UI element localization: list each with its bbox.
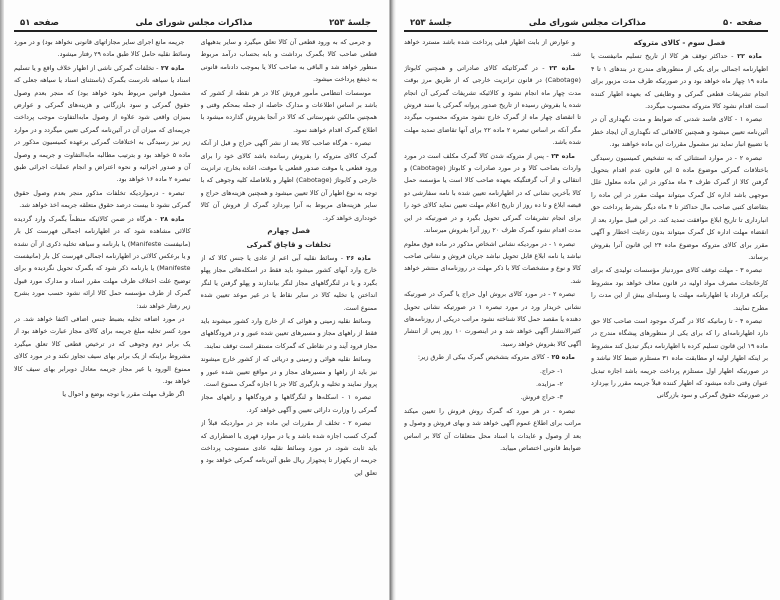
article-paragraph xyxy=(14,213,191,312)
column-left xyxy=(404,36,581,596)
column-right xyxy=(591,36,768,596)
article-label: ماده ۲۶ xyxy=(343,253,371,262)
article-label: ماده ۲۴ xyxy=(548,151,575,160)
page-header xyxy=(14,18,377,32)
section-heading: تخلفات و قاچاق گمرکی xyxy=(246,239,331,249)
article-paragraph xyxy=(591,50,768,112)
article-label: ماده ۲۷ xyxy=(158,63,185,72)
page-number: صفحه ۵۱ xyxy=(20,18,59,28)
paragraph: و عوارض از بابت اظهار قبلی پرداخت شده باشد مسترد خواهد شد. xyxy=(404,38,581,59)
page-50 xyxy=(390,0,780,600)
article-text: - هرگاه در ضمن کالائیکه منظماً بگمرک وارد گردیده کالائی مشاهده شود که در اظهارنامه اجمالی فهرست کل بار (مانیفست Manifeste) یا بارنامه و سیاهه تخلیه ذکری از آن نشده و یا برعکس کالائی در اظهارنامه اجمالی فهرست کل بار (مانیفست Manifeste) یا بارنامه ذکر شود که بگمرک تحویل نگردیده و برای توضیح علت اختلاف ظرف مهلت مقرر اسناد و مدارک مورد قبول گمرک از طرف مؤسسه حمل کالا ارائه نشود حسب مورد بشرح زیر رفتار خواهد شد: xyxy=(14,214,191,310)
paragraph: تبصره ۳ - مهلت توقف کالای موردنیاز مؤسسات تولیدی که برای کارخانجات مصرف مواد اولیه در قانون معاف خواهد بود مشروط برآنکه قرارداد یا اظهارنامه مهلت یا وسیله‌ای بیش از این مدت را مطرح نمایند. xyxy=(591,266,768,312)
session-number: جلسهٔ ۲۵۳ xyxy=(329,18,371,28)
paragraph: تبصره ۱ - در موردیکه نشانی اشخاص مذکور در ماده فوق معلوم نباشد یا نامه ابلاغ قابل تحویل نباشد جریان فروش و نشانی صاحب کالا و نوع و مشخصات کالا با ذکر مهلت در روزنامه‌ای منتشر خواهد شد. xyxy=(404,239,581,285)
page-header xyxy=(404,18,768,32)
article-paragraph xyxy=(201,252,378,314)
article-text: - حداکثر توقف هر کالا از تاریخ تسلیم مانیفست یا اظهارنامه اجمالی برای یکی از منظورهای مندرج در بندهای ۱ تا ۴ ماده ۱۹ چهار ماه خواهد بود و در صورتیکه ظرف مدت مزبور برای انجام تشریفات قطعی گمرکی و وظایفی که بعهده اظهار کننده است اقدام نشود کالا متروکه محسوب میگردد. xyxy=(591,52,768,111)
text-columns xyxy=(14,36,377,596)
column-right xyxy=(201,36,378,596)
paragraph: تبصره ۲ - تخلف از مقررات این ماده جز در مواردیکه قبلاً از گمرک کسب اجازه شده باشد و یا در موارد قهری یا اضطراری که باید ثابت شود، در مورد وسائط نقلیه عادی مستوجب پرداخت جریمه از یکهزار تا پنجهزار ریال طبق آئین‌نامه گمرکی خواهد بود و تعلق این xyxy=(200,419,377,477)
article-paragraph xyxy=(14,62,191,186)
paragraph: وسائط نقلیه هوائی و زمینی و دریائی که از کشور خارج میشوند نیز باید از راهها و مسیرهای مجاز و در مواقع تعیین شده عبور و پرواز نمایند و تخلیه و بارگیری کالا جز با اجازه گمرک ممنوع است. xyxy=(200,355,377,388)
paragraph: تبصره ۲ - در موارد استثنائی که به تشخیص کمیسیون رسیدگی باختلافات گمرکی موضوع ماده ۵ این قانون عدم اقدام بتحویل گرفتن کالا از گمرک ظرف ۴ ماه مذکور در این ماده معلول علل موجهی باشد اداره کل گمرک میتواند مهلت مقرر در این ماده را بتقاضای کتبی صاحب مال حداکثر تا ۴ ماه دیگر بشرط پرداخت حق انبارداری تا تاریخ ابلاغ موافقت تمدید کند. در این قبیل موارد بعد از انقضاء مهلت اداره کل گمرک میتواند بدون رعایت اخطار و آگهی مقرر برای کالای متروکه موضوع ماده ۲۴ این قانون آنرا بفروش برساند. xyxy=(591,153,768,261)
article-text: - کالای متروکه بتشخیص گمرک بیکی از طرق زیر: xyxy=(417,353,550,362)
article-paragraph xyxy=(404,351,581,363)
article-label: ماده ۲۸ xyxy=(157,214,185,223)
paragraph: اگر ظرف مهلت مقرر با توجه بوضع و احوال یا xyxy=(62,390,185,399)
list-item: ۱- حراج. xyxy=(539,366,563,375)
page-number: صفحه ۵۰ xyxy=(723,18,762,28)
running-title: مذاکرات مجلس شورای ملی xyxy=(135,18,253,28)
article-label: ماده ۲۳ xyxy=(544,63,575,72)
paragraph: تبصره ۱ - کالای فاسد شدنی که ضوابط و مدت نگهداری آن در آئین‌نامه تعیین میشود و همچنین کالاهائی که نگهداری آن ایجاد خطر یا تضییع انبار نماید نیز مشمول مقررات این ماده خواهند بود. xyxy=(591,115,768,149)
paragraph: جریمه مانع اجرای سایر مجازاتهای قانونی نخواهد بود) و در مورد وسائط نقلیه حامل کالا طبق ماده ۲۹ رفتار میشود. xyxy=(14,38,191,59)
article-text: - پس از متروکه شدن کالا گمرک مکلف است در مورد واردات بصاحب کالا و در مورد صادرات و کابوتاژ (Cabotage) و انتقالی و از آب گرفتگیکه بعهده صاحب کالا است یا مؤسسه حمل کالا بآخرین نشانی که در اظهارنامه تعیین شده با نامه سفارشی دو قبضه ابلاغ و تا ده روز از تاریخ اعلام مهلت تعیین نماید کالای خود را برای انجام تشریفات گمرکی تحویل بگیرد و در صورتیکه در این مدت اقدام نشود گمرک ظرف ۲۰ روز آنرا بفروش میرساند. xyxy=(404,151,581,235)
list-item: ۳- حراج فروش. xyxy=(520,393,563,402)
paragraph: وسائط نقلیه زمینی و هوائی که از خارج وارد کشور میشوند باید فقط از راههای مجاز و مسیرهای تعیین شده عبور و در فرودگاههای مجاز فرود آیند و در نقاطی که گمرکات مستقر است توقف نمایند. xyxy=(200,316,377,350)
paragraph: و جرمی که به ورود قطعی آن کالا تعلق میگیرد و سایر بدهیهای قطعی صاحب کالا بگمرک برداشت و بابه بحساب درآمد مربوط منظور خواهد شد و الباقی به صاحب کالا یا بموجب دادنامه قانونی به ذینفع پرداخت میشود. xyxy=(200,38,377,84)
list-item: ۲- مزایده. xyxy=(535,379,563,388)
paragraph: تبصره - درمواردیکه تخلفات مذکور منجر بعدم وصول حقوق گمرکی نشود تا بیست درصد حقوق متعلقه جریمه اخذ خواهد شد. xyxy=(14,188,191,210)
article-text: - در گمرکاتیکه کالای صادراتی و همچنین کابوتاژ (Cabotage) در قانون ترانزیت خارجی که از طریق مرز بوقت مدت چهار ماه انجام نشود و کالائیکه تشریفات گمرکی آن انجام شده یا بفروش رسیده از تاریخ صدور پروانه گمرکی یا سند فروش تا انقضای چهار ماه از گمرک خارج نشود متروکه محسوب میگردد مگر آنکه بر اساس تبصره ۲ ماده ۲۲ برای آنها تقاضای تمدید مهلت شده باشد. xyxy=(404,63,581,147)
session-number: جلسهٔ ۲۵۳ xyxy=(410,18,452,28)
section-heading: فصل چهارم xyxy=(267,226,311,236)
article-label: ماده ۲۲ xyxy=(733,52,762,61)
paragraph: تبصره - هرگاه صاحب کالا بعد از نشر آگهی حراج و قبل از آنکه گمرک کالای متروکه را بفروش رسانده باشد کالای خود را برای ورود قطعی یا موقت صدور قطعی یا موقت، اعاده بخارج، ترانزیت خارجی و کابوتاژ (Cabotage) اظهار و بلافاصله کلیه وجوهی که با توجه به نوع اظهار آن کالا تعیین میشود و همچنین هزینه‌های حراج و سایر هزینه‌های مربوط به آنرا بپردازد گمرک از فروش آن کالا خودداری خواهد کرد. xyxy=(200,139,377,222)
article-text: - تخلفات گمرکی ناشی از اظهار خلاف واقع و یا تسلیم اسناد یا سیاهه نادرست بگمرک (باستثنای اسناد یا سیاهه جعلی که مشمول قوانین مربوط بخود خواهد بود) که منجر بعدم وصول حقوق گمرکی و سود بازرگانی و هزینه‌های گمرکی و عوارض بمیزان واقعی شود علاوه از وصول مابه‌التفاوت موجب پرداخت جریمه‌ای که میزان آن در آئین‌نامه گمرکی تعیین میگردد و در موارد زیر نیز رسیدگی به اختلافات گمرکی برعهده کمیسیون مذکور در ماده ۵ خواهد بود و بترتیب مطالبه مابه‌التفاوت و جریمه و وصول آن و صدور اجرائیه و نحوه اعتراض و انجام عملیات اجرائی طبق تبصره ۲ ماده ۱۶ خواهد بود. xyxy=(14,63,191,184)
running-title: مذاکرات مجلس شورای ملی xyxy=(528,18,647,28)
paragraph: تبصره ۴ - تا زمانیکه کالا در گمرک موجود است صاحب کالا حق دارد اظهارنامه‌ای را که برای یکی از منظورهای پیشگاه مندرج در ماده ۱۹ این قانون تسلیم کرده با اظهارنامه دیگر تبدیل کند مشروط بر اینکه اظهار اولیه او مطابقت ماده ۳۱ مستلزم ضبط کالا نباشد و در صورتیکه اظهار اول مستلزم پرداخت جریمه باشد اجازه تبدیل عنوان وقتی داده میشود که اظهار کننده قبلاً جریمه مقرر را بپردازد در صورتیکه حقوق گمرکی و سود بازرگانی xyxy=(591,316,768,400)
paragraph: تبصره ۱ - اسکله‌ها و لنگرگاهها و فرودگاهها و راههای مجاز گمرکی را وزارت دارائی تعیین و آگهی خواهد کرد. xyxy=(200,393,377,414)
paragraph: تبصره - در هر مورد که گمرک روش فروش را تعیین میکند مراتب برای اطلاع عموم آگهی خواهد شد و بهای فروش و وصول و بعد از وصول و عایدات با اسناد محل متعلقات آن کالا بر اساس ضوابط قانونی اختصاص مییابد. xyxy=(404,406,581,452)
article-paragraph xyxy=(404,150,581,237)
paragraph: در مورد اضافه تخلیه بضبط جنس اضافی اکتفا خواهد شد. در مورد کسر تخلیه مبلغ جریمه برای کالای مجاز عبارت خواهد بود از یک برابر دوم وجوهی که در ترخیص قطعی کالا تعلق میگیرد مشروط براینکه از یک برابر بهای سیف تجاوز نکند و در مورد کالای ممنوع الورود یا غیر مجاز جریمه معادل دوبرابر بهای سیف کالا خواهد بود. xyxy=(14,314,191,385)
section-heading: فصل سوم - کالای متروکه xyxy=(633,38,726,47)
article-label: ماده ۲۵ xyxy=(549,353,575,362)
paragraph: تبصره ۲ - در مورد کالای بروش اول حراج یا گمرک در صورتیکه نشانی خریدار ورد در مورد تبصره ۱ در صورتیکه نشانی تحویل دهنده یا مقصد حمل کالا شناخته نشود مراتب دریکی از روزنامه‌های کثیرالانتشار آگهی خواهد شد و در اینصورت ۱۰ روز پس از انتشار آگهی کالا بفروش خواهد رسید. xyxy=(404,290,581,348)
article-text: - وسائط نقلیه آبی اعم از عادی یا جنس کالا که از خارج وارد آبهای کشور میشود باید فقط در اسکله‌هائی مجاز پهلو بگیرد و یا در لنگرگاههای مجاز لنگر بیاندازند و پهلو گرفتن یا لنگر انداختن یا تخلیه کالا در سایر نقاط یا در غیر موعد تعیین شده ممنوع است. xyxy=(200,253,377,312)
column-left xyxy=(14,36,191,596)
article-paragraph xyxy=(404,62,581,149)
paragraph: موسسات انتظامی مأمور فروش کالا در هر نقطه از کشور که باشد بر اساس اطلاعات و مدارک حاصله از جمله بمحکم وقتی و همچنین مالکین شهرستانی که کالا در آنجا بفروش گذارده میشود با اطلاع گمرک اقدام خواهند نمود. xyxy=(200,88,377,134)
text-columns xyxy=(404,36,768,596)
